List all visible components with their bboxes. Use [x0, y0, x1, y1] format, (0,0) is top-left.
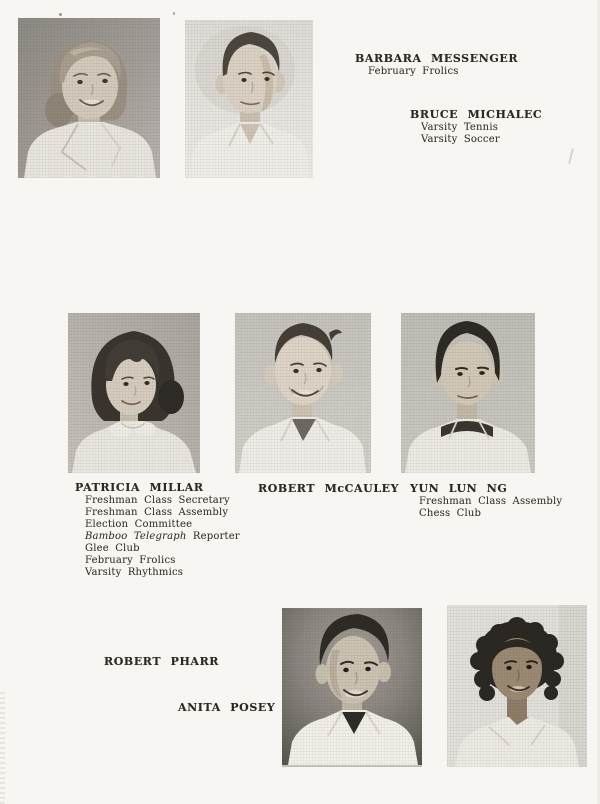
- activities-list: [75, 495, 240, 579]
- student-name: ROBERT PHARR: [104, 655, 220, 668]
- photo-bruce-michalec: [185, 20, 313, 178]
- activity-line: Varsity Soccer: [421, 134, 500, 145]
- ink-speck: [59, 13, 62, 16]
- entry-robert-pharr: [104, 655, 219, 669]
- activity-line: February Frolics: [85, 555, 176, 566]
- activities-list: [410, 122, 542, 146]
- activity-line: Freshman Class Assembly: [419, 496, 563, 507]
- photo-yun-lun-ng: [401, 313, 535, 473]
- activity-line: Glee Club: [85, 543, 140, 554]
- activity-line: Election Committee: [85, 519, 193, 530]
- student-name: YUN LUN NG: [410, 482, 508, 495]
- portrait-illustration: [185, 20, 313, 178]
- ink-speck: [173, 12, 175, 15]
- portrait-illustration: [447, 605, 587, 767]
- activities-list: [355, 66, 518, 78]
- student-name: PATRICIA MILLAR: [75, 481, 204, 494]
- entry-anita-posey: [178, 701, 275, 715]
- activity-line: Chess Club: [419, 508, 482, 519]
- portrait-illustration: [68, 313, 200, 473]
- photo-robert-mccauley: [235, 313, 371, 473]
- entry-barbara-messenger: [355, 52, 518, 78]
- scan-edge-texture: [0, 690, 5, 804]
- activity-line: February Frolics: [368, 66, 459, 77]
- activity-line: Bamboo Telegraph Reporter: [85, 531, 240, 542]
- student-name: BARBARA MESSENGER: [355, 52, 519, 65]
- photo-anita-posey: [447, 605, 587, 767]
- scan-scratch-mark: [568, 148, 573, 164]
- photo-patricia-millar: [68, 313, 200, 473]
- activity-line: Freshman Class Assembly: [85, 507, 229, 518]
- entry-patricia-millar: [75, 481, 240, 579]
- student-name: ANITA POSEY: [178, 701, 276, 714]
- portrait-illustration: [282, 608, 422, 765]
- activity-line: Varsity Rhythmics: [85, 567, 184, 578]
- portrait-illustration: [18, 18, 160, 178]
- activity-line: Freshman Class Secretary: [85, 495, 230, 506]
- photo-robert-pharr: [282, 608, 422, 767]
- activity-line: Varsity Tennis: [421, 122, 499, 133]
- portrait-illustration: [401, 313, 535, 473]
- portrait-illustration: [235, 313, 371, 473]
- student-name: ROBERT McCAULEY: [258, 482, 400, 495]
- entry-yun-lun-ng: [410, 482, 562, 520]
- student-name: BRUCE MICHALEC: [410, 108, 543, 121]
- photo-barbara-messenger: [18, 18, 160, 178]
- entry-bruce-michalec: [410, 108, 542, 146]
- entry-robert-mccauley: [258, 482, 399, 496]
- activities-list: [410, 496, 562, 520]
